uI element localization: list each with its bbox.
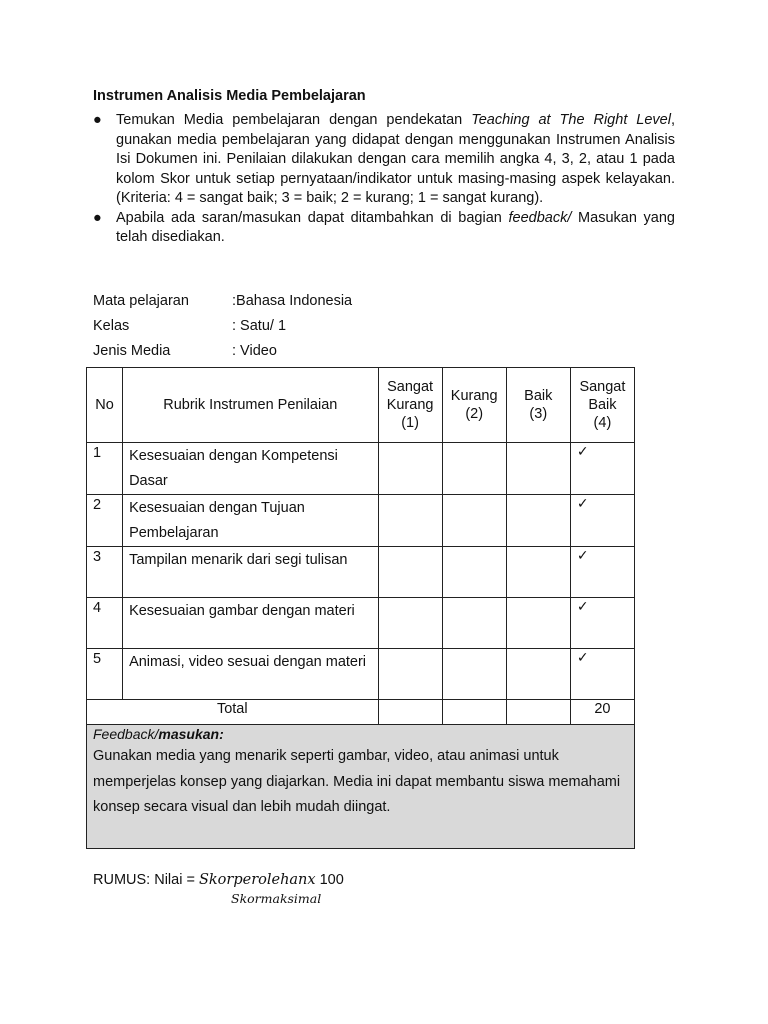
- total-cell-1: [378, 700, 442, 725]
- check-icon: ✓: [576, 444, 589, 460]
- score-cell-3: [506, 443, 570, 495]
- bullet-icon: ●: [93, 209, 102, 226]
- score-cell-1: [378, 547, 442, 598]
- check-icon: ✓: [576, 599, 589, 615]
- score-cell-2: [442, 495, 506, 547]
- instruction-item-2: [93, 209, 675, 248]
- table-row: [87, 443, 635, 495]
- header-no: No: [87, 368, 123, 443]
- header-sangat-kurang: Sangat Kurang (1): [378, 368, 442, 443]
- row-number: 1: [87, 443, 123, 495]
- document-title: Instrumen Analisis Media Pembelajaran: [93, 88, 366, 104]
- rubric-table: [86, 367, 635, 849]
- score-cell-4: [570, 598, 634, 649]
- row-number: 3: [87, 547, 123, 598]
- meta-label: Kelas: [93, 318, 130, 334]
- score-cell-2: [442, 443, 506, 495]
- formula-label: RUMUS: Nilai =: [93, 872, 199, 888]
- meta-value: :Bahasa Indonesia: [232, 293, 353, 309]
- header-baik: Baik (3): [506, 368, 570, 443]
- score-cell-3: [506, 649, 570, 700]
- meta-label: Mata pelajaran: [93, 293, 189, 309]
- instruction-list: [93, 111, 675, 248]
- check-icon: ✓: [576, 496, 589, 512]
- score-cell-1: [378, 598, 442, 649]
- formula-numerator: Skorperolehanx: [198, 872, 316, 888]
- score-cell-4: [570, 547, 634, 598]
- score-cell-4: [570, 443, 634, 495]
- row-description: Kesesuaian dengan Kompetensi Dasar: [123, 443, 378, 495]
- score-cell-4: [570, 649, 634, 700]
- formula-denominator: Skormaksimal: [231, 891, 322, 906]
- table-header-row: [87, 368, 635, 443]
- header-kurang: Kurang (2): [442, 368, 506, 443]
- row-number: 4: [87, 598, 123, 649]
- score-cell-2: [442, 547, 506, 598]
- total-cell-2: [442, 700, 506, 725]
- instruction-item-1: [93, 111, 675, 209]
- row-description: Kesesuaian gambar dengan materi: [123, 598, 378, 649]
- table-row: [87, 547, 635, 598]
- score-cell-3: [506, 495, 570, 547]
- row-number: 5: [87, 649, 123, 700]
- instruction-text-1: Temukan Media pembelajaran dengan pendekatan Teaching at The Right Level, gunakan media pembelajaran yang didapat dengan menggunakan Instrumen Analisis Isi Dokumen ini. Penilaian dilakukan dengan cara memilih angka 4, 3, 2, atau 1 pada kolom Skor untuk setiap pernyataan/indikator untuk masing-masing aspek kelayakan. (Kriteria: 4 = sangat baik; 3 = baik; 2 = kurang; 1 = sangat kurang).: [116, 112, 676, 206]
- check-icon: ✓: [576, 548, 589, 564]
- bullet-icon: ●: [93, 112, 102, 128]
- instruction-text-2: Apabila ada saran/masukan dapat ditambahkan di bagian feedback/ Masukan yang telah disediakan.: [116, 209, 675, 245]
- meta-value: : Video: [232, 343, 277, 359]
- row-description: Tampilan menarik dari segi tulisan: [123, 547, 378, 598]
- check-icon: ✓: [576, 650, 589, 666]
- table-row: [87, 649, 635, 700]
- total-cell-3: [506, 700, 570, 725]
- formula: [93, 872, 344, 906]
- total-value: 20: [570, 700, 634, 725]
- table-row: [87, 495, 635, 547]
- table-row: [87, 598, 635, 649]
- row-number: 2: [87, 495, 123, 547]
- total-row: [87, 700, 635, 725]
- meta-value: : Satu/ 1: [232, 318, 287, 334]
- score-cell-2: [442, 649, 506, 700]
- formula-multiplier: 100: [315, 872, 344, 888]
- meta-label: Jenis Media: [93, 343, 171, 359]
- score-cell-3: [506, 598, 570, 649]
- header-sangat-baik: Sangat Baik (4): [570, 368, 634, 443]
- feedback-heading: Feedback/masukan:: [93, 726, 224, 742]
- header-rubric: Rubrik Instrumen Penilaian: [123, 368, 378, 443]
- score-cell-4: [570, 495, 634, 547]
- score-cell-2: [442, 598, 506, 649]
- score-cell-1: [378, 649, 442, 700]
- score-cell-3: [506, 547, 570, 598]
- total-label: Total: [87, 700, 379, 725]
- feedback-row: [87, 725, 635, 849]
- score-cell-1: [378, 443, 442, 495]
- row-description: Kesesuaian dengan Tujuan Pembelajaran: [123, 495, 378, 547]
- feedback-text: Gunakan media yang menarik seperti gambar, video, atau animasi untuk memperjelas konsep yang diajarkan. Media ini dapat membantu siswa memahami konsep secara visual dan lebih mudah diingat.: [93, 748, 621, 815]
- score-cell-1: [378, 495, 442, 547]
- row-description: Animasi, video sesuai dengan materi: [123, 649, 378, 700]
- feedback-cell: [87, 725, 635, 849]
